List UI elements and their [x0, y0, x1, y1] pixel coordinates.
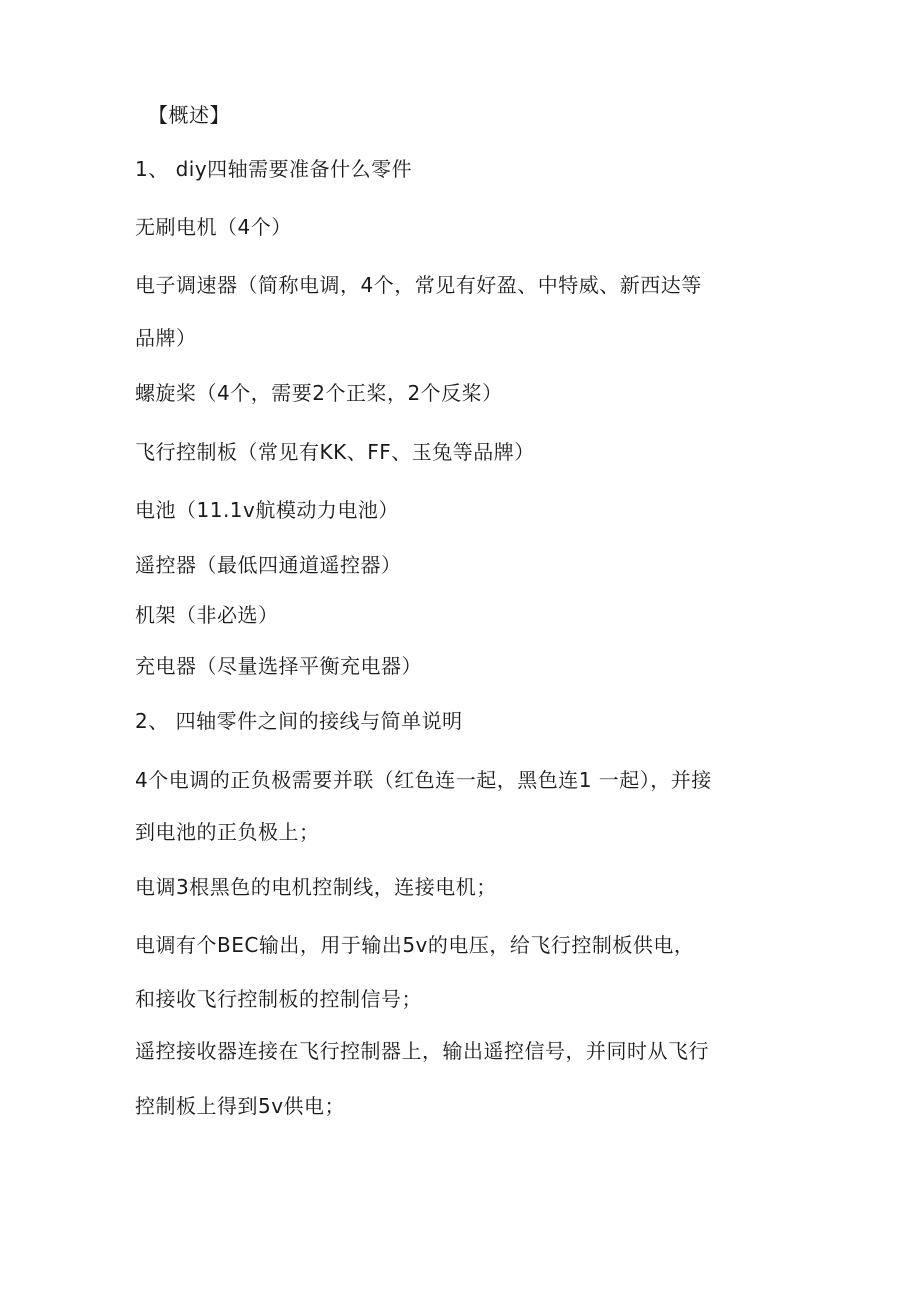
section-2-title: 2、 四轴零件之间的接线与简单说明	[135, 709, 463, 733]
part-line: 无刷电机（4个）	[135, 215, 292, 239]
part-line: 充电器（尽量选择平衡充电器）	[135, 654, 422, 678]
wiring-line: 控制板上得到5v供电；	[135, 1094, 346, 1118]
wiring-line: 遥控接收器连接在飞行控制器上，输出遥控信号，并同时从飞行	[135, 1039, 709, 1063]
wiring-line: 到电池的正负极上；	[135, 820, 320, 844]
section-1-title: 1、 diy四轴需要准备什么零件	[135, 157, 413, 181]
overview-heading: 【概述】	[148, 103, 230, 127]
part-line: 遥控器（最低四通道遥控器）	[135, 553, 402, 577]
part-line: 品牌）	[135, 326, 197, 350]
wiring-line: 电调有个BEC输出，用于输出5v的电压，给飞行控制板供电，	[135, 933, 695, 957]
wiring-line: 和接收飞行控制板的控制信号；	[135, 987, 422, 1011]
part-line: 电池（11.1v航模动力电池）	[135, 498, 399, 522]
part-line: 飞行控制板（常见有KK、FF、玉兔等品牌）	[135, 440, 535, 464]
part-line: 电子调速器（简称电调，4个，常见有好盈、中特威、新西达等	[135, 273, 702, 297]
wiring-line: 电调3根黑色的电机控制线，连接电机；	[135, 875, 497, 899]
part-line: 螺旋桨（4个，需要2个正桨，2个反桨）	[135, 381, 503, 405]
part-line: 机架（非必选）	[135, 603, 279, 627]
wiring-line: 4个电调的正负极需要并联（红色连一起，黑色连1 一起），并接	[135, 768, 712, 792]
